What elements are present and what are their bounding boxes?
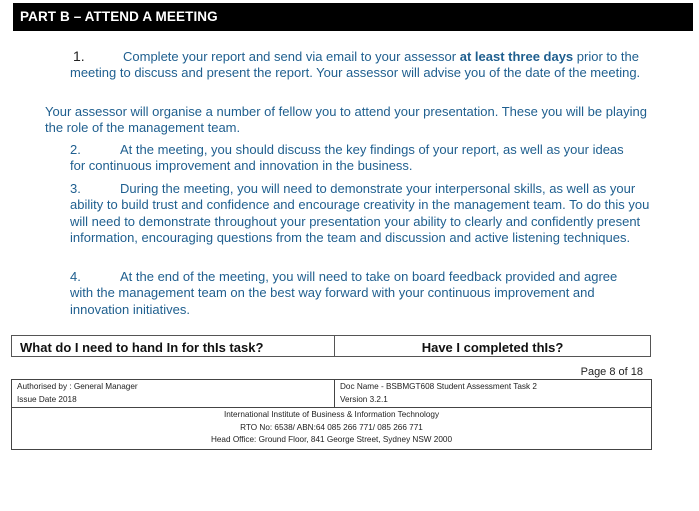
step-2 (70, 142, 630, 175)
step-number: 4. (70, 269, 81, 284)
document-footer (11, 379, 652, 450)
intro-note-text: Your assessor will organise a number of fellow you to attend your presentation. These you will be playing the role of the management team. (45, 104, 647, 136)
step-number: 3. (70, 181, 81, 196)
step-4 (70, 269, 635, 318)
step-text: At the meeting, you should discuss the key findings of your report, as well as your ideas for continuous improvement and innovation in the business. (70, 142, 624, 174)
head-office: Head Office: Ground Floor, 841 George Street, Sydney NSW 2000 (210, 435, 453, 444)
footer-document-info (335, 380, 651, 407)
step-text: During the meeting, you will need to demonstrate your interpersonal skills, as well as your ability to build trust and confidence and encourage creativity in the management team. To do this you will need to demonstrate throughout your presentation your ability to clearly and confidently present information, encouraging questions from the team and discussion and active listening techniques. (70, 181, 650, 246)
step-text: At the end of the meeting, you will need to take on board feedback provided and agree with the management team on the best way forward with your continuous improvement and innovation initiatives. (70, 269, 618, 317)
step-number: 2. (70, 142, 81, 157)
step-text: prior to the meeting to discuss and present the report. Your assessor will advise you of the date of the meeting. (70, 49, 641, 81)
authorised-by: Authorised by : General Manager (17, 382, 138, 391)
page-number: Page 8 of 18 (580, 366, 643, 378)
footer-institute-info (12, 408, 651, 449)
institute-name: International Institute of Business & Information Technology (223, 410, 440, 419)
rto-number: RTO No: 6538/ ABN:64 085 266 771/ 085 266 771 (240, 422, 423, 432)
step-number: 1. (73, 48, 85, 64)
task-checklist-table (11, 335, 651, 357)
section-header (13, 3, 693, 31)
step-text: Complete your report and send via email to your assessor (123, 49, 460, 64)
hand-in-header: What do I need to hand In for thIs task? (12, 336, 335, 356)
completed-header: Have I completed thIs? (421, 340, 564, 355)
doc-name: Doc Name - BSBMGT608 Student Assessment Task 2 (340, 382, 537, 391)
footer-authorisation (12, 380, 335, 407)
intro-note (45, 104, 650, 137)
version: Version 3.2.1 (340, 394, 388, 404)
footer-meta-row (12, 380, 651, 408)
step-1 (70, 48, 650, 82)
issue-date: Issue Date 2018 (17, 394, 77, 404)
step-emphasis: at least three days (459, 49, 574, 64)
step-3 (70, 181, 650, 247)
section-title: PART B – ATTEND A MEETING (20, 9, 218, 24)
